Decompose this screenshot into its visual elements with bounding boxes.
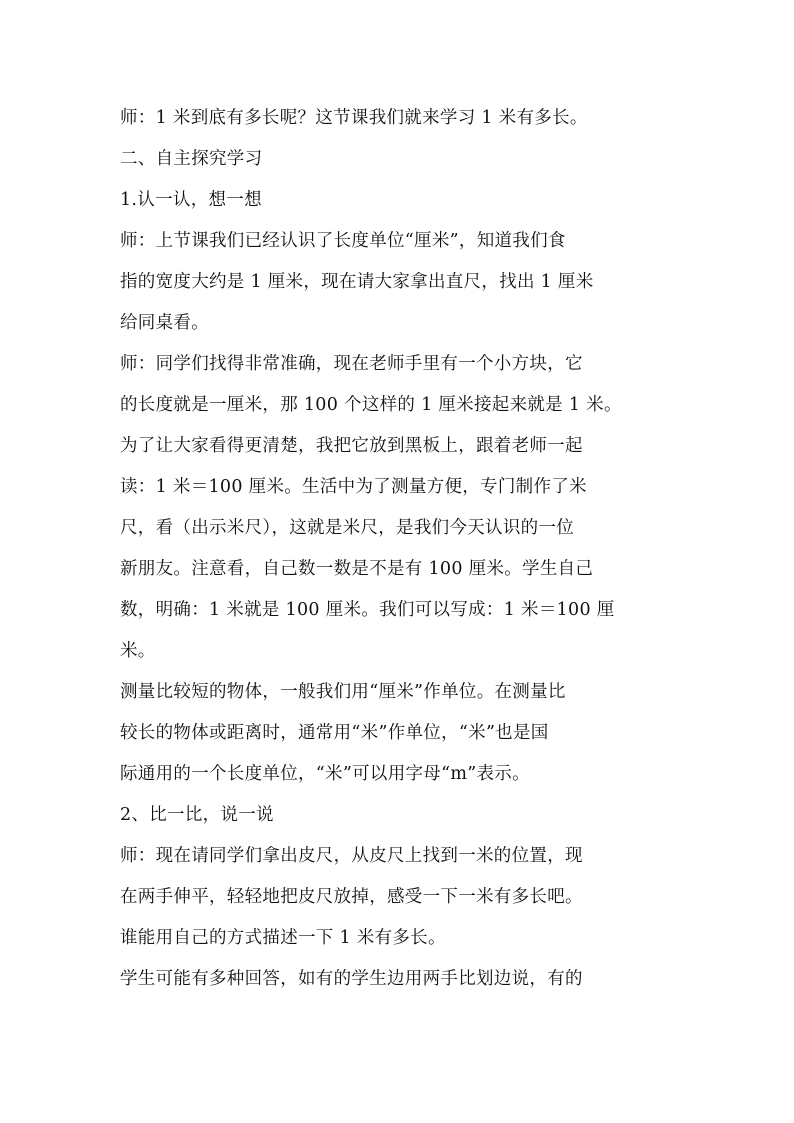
text-line: 谁能用自己的方式描述一下 1 米有多长。 xyxy=(120,928,446,948)
text-line: 较长的物体或距离时，通常用“米”作单位，“米”也是国 xyxy=(120,723,549,743)
text-line: 师：同学们找得非常准确，现在老师手里有一个小方块，它 xyxy=(120,354,583,374)
text-line: 米。 xyxy=(120,641,156,661)
text-line: 际通用的一个长度单位，“米”可以用字母“m”表示。 xyxy=(120,764,530,784)
text-line: 数，明确：1 米就是 100 厘米。我们可以写成：1 米＝100 厘 xyxy=(120,600,615,620)
document-body xyxy=(120,98,680,1000)
section-heading: 二、自主探究学习 xyxy=(120,149,263,169)
text-line: 师：现在请同学们拿出皮尺，从皮尺上找到一米的位置，现 xyxy=(120,846,583,866)
text-line: 师：1 米到底有多长呢？这节课我们就来学习 1 米有多长。 xyxy=(120,108,588,128)
text-line: 尺，看（出示米尺），这就是米尺，是我们今天认识的一位 xyxy=(120,518,575,538)
text-line: 测量比较短的物体，一般我们用“厘米”作单位。在测量比 xyxy=(120,682,566,702)
text-line: 的长度就是一厘米，那 100 个这样的 1 厘米接起来就是 1 米。 xyxy=(120,395,622,415)
text-line: 为了让大家看得更清楚，我把它放到黑板上，跟着老师一起 xyxy=(120,436,583,456)
subsection-heading: 2、比一比，说一说 xyxy=(120,805,274,825)
text-line: 在两手伸平，轻轻地把皮尺放掉，感受一下一米有多长吧。 xyxy=(120,887,583,907)
text-line: 指的宽度大约是 1 厘米，现在请大家拿出直尺，找出 1 厘米 xyxy=(120,272,594,292)
text-line: 学生可能有多种回答，如有的学生边用两手比划边说，有的 xyxy=(120,969,583,989)
text-line: 读：1 米＝100 厘米。生活中为了测量方便，专门制作了米 xyxy=(120,477,587,497)
text-line: 师：上节课我们已经认识了长度单位“厘米”，知道我们食 xyxy=(120,231,566,251)
text-line: 给同桌看。 xyxy=(120,313,209,333)
text-line: 新朋友。注意看，自己数一数是不是有 100 厘米。学生自己 xyxy=(120,559,594,579)
subsection-heading: 1.认一认，想一想 xyxy=(120,190,262,210)
